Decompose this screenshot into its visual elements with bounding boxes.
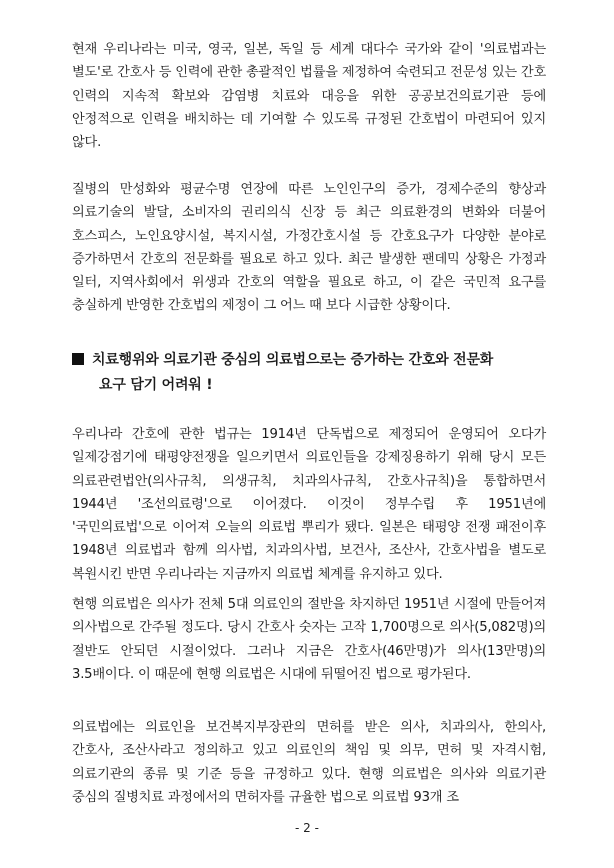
- paragraph-current-medical-law: 현행 의료법은 의사가 전체 5대 의료인의 절반을 차지하던 1951년 시절에 만들어져 의사법으로 간주될 정도다. 당시 간호사 숫자는 고작 1,700명으로 의사(5,082명)의 절반도 안되던 시절이었다. 그러나 지금은 간호사(46만명)가 의사(13만명)의 3.5배이다. 이 때문에 현행 의료법은 시대에 뒤떨어진 법으로 평가된다.: [72, 597, 546, 682]
- paragraph-medical-law-definition: 의료법에는 의료인을 보건복지부장관의 면허를 받은 의사, 치과의사, 한의사, 간호사, 조산사라고 정의하고 있고 의료인의 책임 및 의무, 면허 및 자격시험, 의료기관의 종류 및 기준 등을 규정하고 있다. 현행 의료법은 의사와 의료기관 중심의 질병치료 과정에서의 면허자를 규율한 법으로 의료법 93개 조: [72, 720, 546, 805]
- square-bullet-icon: [72, 353, 84, 365]
- paragraph-nursing-law-absence: 현재 우리나라는 미국, 영국, 일본, 독일 등 세계 대다수 국가와 같이 '의료법과는 별도'로 간호사 등 인력에 관한 총괄적인 법률을 제정하여 숙련되고 전문성 있는 간호 인력의 지속적 확보와 감염병 치료와 대응을 위한 공공보건의료기관 등에 안정적으로 인력을 배치하는 데 기여할 수 있도록 규정된 간호법이 마련되어 있지 않다.: [72, 42, 546, 151]
- section-heading-line2: 요구 담기 어려워 !: [99, 377, 213, 393]
- paragraph-law-history: 우리나라 간호에 관한 법규는 1914년 단독법으로 제정되어 운영되어 오다가 일제강점기에 태평양전쟁을 일으키면서 의료인들을 강제징용하기 위해 당시 모든 의료관련법안(의사규칙, 의생규칙, 치과의사규칙, 간호사규칙)을 통합하면서 1944년 '조선의료령'으로 이어졌다. 이것이 정부수립 후 1951년에 '국민의료법'으로 이어져 오늘의 의료법 뿌리가 됐다. 일본은 태평양 전쟁 패전이후 1948년 의료법과 함께 의사법, 치과의사법, 보건사, 조산사, 간호사법을 별도로 복원시킨 반면 우리나라는 지금까지 의료법 체계를 유지하고 있다.: [72, 427, 546, 582]
- paragraph-nursing-demand: 질병의 만성화와 평균수명 연장에 따른 노인인구의 증가, 경제수준의 향상과 의료기술의 발달, 소비자의 권리의식 신장 등 최근 의료환경의 변화와 더불어 호스피스, 노인요양시설, 복지시설, 가정간호시설 등 간호요구가 다양한 분야로 증가하면서 간호의 전문화를 필요로 하고 있다. 최근 발생한 팬데믹 상황은 가정과 일터, 지역사회에서 위생과 간호의 역할을 필요로 하고, 이 같은 국민적 요구를 충실하게 반영한 간호법의 제정이 그 어느 때 보다 시급한 상황이다.: [72, 182, 546, 314]
- section-heading: [72, 348, 552, 398]
- page-number: - 2 -: [295, 821, 319, 835]
- section-heading-line1: 치료행위와 의료기관 중심의 의료법으로는 증가하는 간호와 전문화: [92, 352, 494, 368]
